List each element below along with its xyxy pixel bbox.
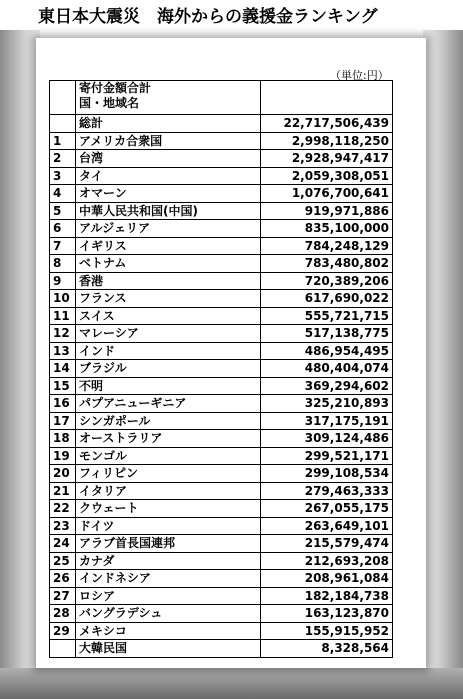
total-rank-cell [50,115,76,133]
rank-cell: 22 [50,500,76,518]
country-name-cell: オマーン [76,185,261,203]
table-row [50,482,393,500]
amount-cell: 919,971,886 [261,202,393,220]
amount-cell: 480,404,074 [261,360,393,378]
rank-cell: 15 [50,377,76,395]
amount-cell: 309,124,486 [261,430,393,448]
total-row [50,115,393,133]
page-title: 東日本大震災 海外からの義援金ランキング [38,7,378,27]
table-row [50,202,393,220]
country-name-cell: イギリス [76,237,261,255]
table-row [50,412,393,430]
footer-amount: 8,328,564 [261,640,393,658]
country-name-cell: カナダ [76,552,261,570]
unit-label: （単位:円） [330,69,389,82]
amount-cell: 835,100,000 [261,220,393,238]
page-shadow-left [0,30,40,699]
amount-cell: 1,076,700,641 [261,185,393,203]
rank-cell: 2 [50,150,76,168]
footer-rank-cell [50,640,76,658]
table-row [50,447,393,465]
table-row [50,132,393,150]
table-row [50,150,393,168]
rank-cell: 26 [50,570,76,588]
table-row [50,517,393,535]
country-name-cell: スイス [76,307,261,325]
amount-cell: 784,248,129 [261,237,393,255]
table-row [50,272,393,290]
amount-cell: 267,055,175 [261,500,393,518]
amount-cell: 279,463,333 [261,482,393,500]
table-row [50,255,393,273]
table-row [50,377,393,395]
table-header-row [50,81,393,115]
table-row [50,430,393,448]
table-row [50,552,393,570]
amount-cell: 299,521,171 [261,447,393,465]
country-name-cell: アルジェリア [76,220,261,238]
table-row [50,360,393,378]
rank-cell: 4 [50,185,76,203]
header-rank-cell [50,81,76,115]
donation-ranking-table [49,80,393,658]
table-row [50,587,393,605]
country-name-cell: インド [76,342,261,360]
country-name-cell: モンゴル [76,447,261,465]
amount-cell: 155,915,952 [261,622,393,640]
rank-cell: 28 [50,605,76,623]
amount-cell: 263,649,101 [261,517,393,535]
header-amount-cell [261,81,393,115]
rank-cell: 16 [50,395,76,413]
amount-cell: 369,294,602 [261,377,393,395]
table-row [50,167,393,185]
footer-country-name: 大韓民国 [76,640,261,658]
rank-cell: 20 [50,465,76,483]
rank-cell: 24 [50,535,76,553]
total-amount: 22,717,506,439 [261,115,393,133]
table-row [50,290,393,308]
rank-cell: 12 [50,325,76,343]
rank-cell: 7 [50,237,76,255]
country-name-cell: イタリア [76,482,261,500]
rank-cell: 18 [50,430,76,448]
rank-cell: 11 [50,307,76,325]
country-name-cell: フィリピン [76,465,261,483]
country-name-cell: バングラデシュ [76,605,261,623]
country-name-cell: オーストラリア [76,430,261,448]
table-row [50,535,393,553]
rank-cell: 9 [50,272,76,290]
country-name-cell: シンガポール [76,412,261,430]
rank-cell: 8 [50,255,76,273]
country-name-cell: インドネシア [76,570,261,588]
amount-cell: 325,210,893 [261,395,393,413]
table-row [50,622,393,640]
table-row [50,500,393,518]
rank-cell: 14 [50,360,76,378]
table-row [50,465,393,483]
country-name-cell: ドイツ [76,517,261,535]
rank-cell: 27 [50,587,76,605]
table-row [50,185,393,203]
amount-cell: 182,184,738 [261,587,393,605]
country-name-cell: 中華人民共和国(中国) [76,202,261,220]
country-name-cell: ベトナム [76,255,261,273]
table-row [50,220,393,238]
country-name-cell: クウェート [76,500,261,518]
table-row [50,570,393,588]
page-shadow-bottom [0,668,463,699]
amount-cell: 2,059,308,051 [261,167,393,185]
rank-cell: 3 [50,167,76,185]
amount-cell: 555,721,715 [261,307,393,325]
amount-cell: 783,480,802 [261,255,393,273]
country-name-cell: フランス [76,290,261,308]
rank-cell: 17 [50,412,76,430]
rank-cell: 5 [50,202,76,220]
amount-cell: 212,693,208 [261,552,393,570]
header-name-cell [76,81,261,115]
rank-cell: 21 [50,482,76,500]
total-label: 総計 [76,115,261,133]
rank-cell: 13 [50,342,76,360]
table-row [50,605,393,623]
amount-cell: 2,998,118,250 [261,132,393,150]
amount-cell: 299,108,534 [261,465,393,483]
table-row [50,237,393,255]
header-country-label: 国・地域名 [79,96,140,110]
rank-cell: 25 [50,552,76,570]
country-name-cell: メキシコ [76,622,261,640]
amount-cell: 720,389,206 [261,272,393,290]
rank-cell: 29 [50,622,76,640]
country-name-cell: 台湾 [76,150,261,168]
country-name-cell: 香港 [76,272,261,290]
rank-cell: 10 [50,290,76,308]
country-name-cell: タイ [76,167,261,185]
amount-cell: 317,175,191 [261,412,393,430]
table-row [50,342,393,360]
country-name-cell: パプアニューギニア [76,395,261,413]
table-row [50,307,393,325]
rank-cell: 23 [50,517,76,535]
country-name-cell: ロシア [76,587,261,605]
footer-row [50,640,393,658]
country-name-cell: ブラジル [76,360,261,378]
rank-cell: 6 [50,220,76,238]
rank-cell: 19 [50,447,76,465]
amount-cell: 486,954,495 [261,342,393,360]
header-amount-label: 寄付金額合計 [79,81,152,95]
table-row [50,325,393,343]
country-name-cell: アラブ首長国連邦 [76,535,261,553]
table-row [50,395,393,413]
country-name-cell: アメリカ合衆国 [76,132,261,150]
amount-cell: 215,579,474 [261,535,393,553]
rank-cell: 1 [50,132,76,150]
amount-cell: 617,690,022 [261,290,393,308]
amount-cell: 208,961,084 [261,570,393,588]
country-name-cell: マレーシア [76,325,261,343]
amount-cell: 2,928,947,417 [261,150,393,168]
country-name-cell: 不明 [76,377,261,395]
amount-cell: 517,138,775 [261,325,393,343]
amount-cell: 163,123,870 [261,605,393,623]
page-shadow-right [423,30,463,699]
